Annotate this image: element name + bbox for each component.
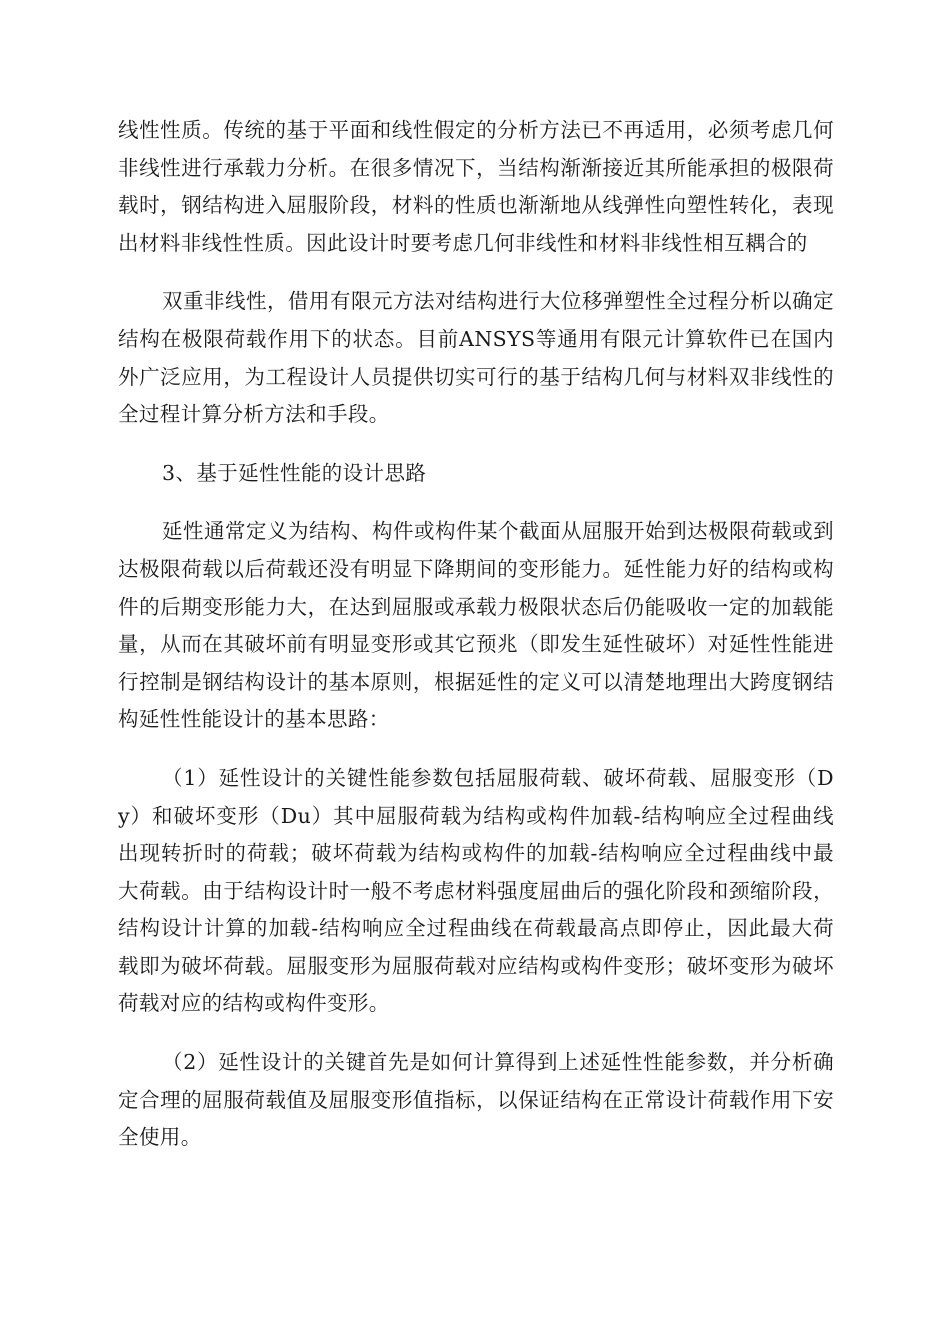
list-item-2: （2）延性设计的关键首先是如何计算得到上述延性性能参数，并分析确定合理的屈服荷载值及屈服变形值指标，以保证结构在正常设计荷载作用下安全使用。 xyxy=(118,1050,834,1150)
section-heading-ductility: 3、基于延性性能的设计思路 xyxy=(162,460,427,485)
paragraph-continuation: 线性性质。传统的基于平面和线性假定的分析方法已不再适用，必须考虑几何非线性进行承载力分析。在很多情况下，当结构渐渐接近其所能承担的极限荷载时，钢结构进入屈服阶段，材料的性质也渐渐地从线弹性向塑性转化，表现出材料非线性性质。因此设计时要考虑几何非线性和材料非线性相互耦合的 xyxy=(118,118,834,255)
list-item-1: （1）延性设计的关键性能参数包括屈服荷载、破坏荷载、屈服变形（Dy）和破坏变形（Du）其中屈服荷载为结构或构件加载-结构响应全过程曲线出现转折时的荷载；破坏荷载为结构或构件的加载-结构响应全过程曲线中最大荷载。由于结构设计时一般不考虑材料强度屈曲后的强化阶段和颈缩阶段，结构设计计算的加载-结构响应全过程曲线在荷载最高点即停止，因此最大荷载即为破坏荷载。屈服变形为屈服荷载对应结构或构件变形；破坏变形为破坏荷载对应的结构或构件变形。 xyxy=(118,765,834,1016)
paragraph-double-nonlinearity: 双重非线性，借用有限元方法对结构进行大位移弹塑性全过程分析以确定结构在极限荷载作用下的状态。目前ANSYS等通用有限元计算软件已在国内外广泛应用，为工程设计人员提供切实可行的基于结构几何与材料双非线性的全过程计算分析方法和手段。 xyxy=(118,289,834,427)
document-body xyxy=(118,112,834,1157)
paragraph-ductility-definition: 延性通常定义为结构、构件或构件某个截面从屈服开始到达极限荷载或到达极限荷载以后荷载还没有明显下降期间的变形能力。延性能力好的结构或构件的后期变形能力大，在达到屈服或承载力极限状态后仍能吸收一定的加载能量，从而在其破坏前有明显变形或其它预兆（即发生延性破坏）对延性性能进行控制是钢结构设计的基本原则，根据延性的定义可以清楚地理出大跨度钢结构延性性能设计的基本思路： xyxy=(118,519,834,732)
